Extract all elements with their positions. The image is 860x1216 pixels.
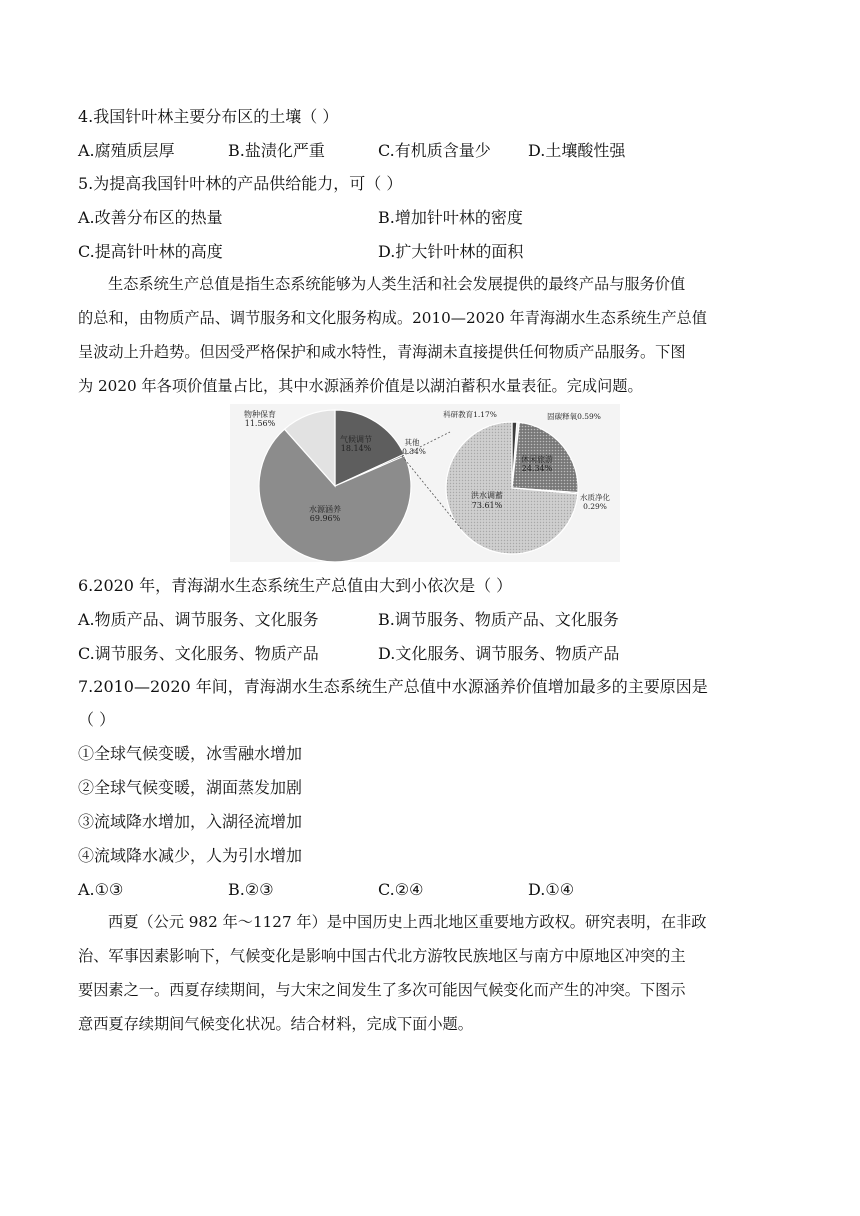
pie-right bbox=[446, 422, 578, 554]
label-leisure-name: 休闲旅游 bbox=[521, 455, 553, 464]
q5-option-d: D.扩大针叶林的面积 bbox=[378, 242, 524, 261]
q4-option-d: D.土壤酸性强 bbox=[528, 141, 626, 160]
q6-option-a: A.物质产品、调节服务、文化服务 bbox=[78, 610, 319, 629]
q7-stem-bracket: （ ） bbox=[78, 710, 116, 729]
passage-line: 要因素之一。西夏存续期间，与大宋之间发生了多次可能因气候变化而产生的冲突。下图示 bbox=[78, 981, 686, 999]
label-leisure-value: 24.34% bbox=[521, 464, 553, 473]
q6-option-b: B.调节服务、物质产品、文化服务 bbox=[378, 610, 619, 629]
passage-qinghai-lake bbox=[78, 267, 784, 403]
q7-item-4: ④流域降水减少，人为引水增加 bbox=[78, 846, 303, 865]
q7-item-3: ③流域降水增加，入湖径流增加 bbox=[78, 812, 303, 831]
label-purify-name: 水质净化 bbox=[580, 493, 610, 502]
q6-option-c: C.调节服务、文化服务、物质产品 bbox=[78, 644, 319, 663]
passage-line: 意西夏存续期间气候变化状况。结合材料，完成下面小题。 bbox=[78, 1015, 473, 1033]
passage-line: 生态系统生产总值是指生态系统能够为人类生活和社会发展提供的最终产品与服务价值 bbox=[108, 275, 686, 293]
label-other-name: 其他 bbox=[404, 438, 420, 447]
passage-line: 西夏（公元 982 年～1127 年）是中国历史上西北地区重要地方政权。研究表明，在非政 bbox=[108, 913, 707, 931]
q5-stem: 5.为提高我国针叶林的产品供给能力，可（ ） bbox=[78, 174, 403, 193]
value-share-pie-charts bbox=[230, 404, 620, 562]
q7-item-2: ②全球气候变暖，湖面蒸发加剧 bbox=[78, 778, 303, 797]
passage-line: 治、军事因素影响下，气候变化是影响中国古代北方游牧民族地区与南方中原地区冲突的主 bbox=[78, 947, 686, 965]
label-water-value: 69.96% bbox=[309, 514, 341, 523]
label-other-value: 0.34% bbox=[402, 447, 426, 456]
q7-option-b: B.②③ bbox=[228, 880, 274, 899]
label-climate-name: 气候调节 bbox=[340, 435, 372, 444]
label-climate-value: 18.14% bbox=[340, 444, 372, 453]
label-research-value: 科研教育1.17% bbox=[443, 410, 497, 419]
label-flood-value: 73.61% bbox=[471, 501, 503, 510]
q4-option-a: A.腐殖质层厚 bbox=[78, 141, 175, 160]
label-flood-name: 洪水调蓄 bbox=[471, 491, 503, 500]
q7-stem: 7.2010—2020 年间，青海湖水生态系统生产总值中水源涵养价值增加最多的主要原因是 bbox=[78, 677, 708, 696]
q4-stem: 4.我国针叶林主要分布区的土壤（ ） bbox=[78, 107, 339, 126]
q6-stem: 6.2020 年，青海湖水生态系统生产总值由大到小依次是（ ） bbox=[78, 576, 513, 595]
q5-option-b: B.增加针叶林的密度 bbox=[378, 208, 523, 227]
label-purify-value: 0.29% bbox=[583, 502, 607, 511]
q5-option-a: A.改善分布区的热量 bbox=[78, 208, 223, 227]
q7-option-c: C.②④ bbox=[378, 880, 424, 899]
q7-option-a: A.①③ bbox=[78, 880, 124, 899]
passage-xixia bbox=[78, 905, 784, 1041]
passage-line: 呈波动上升趋势。但因受严格保护和咸水特性，青海湖未直接提供任何物质产品服务。下图 bbox=[78, 343, 686, 361]
q6-option-d: D.文化服务、调节服务、物质产品 bbox=[378, 644, 620, 663]
q4-option-b: B.盐渍化严重 bbox=[228, 141, 325, 160]
label-species-name: 物种保育 bbox=[244, 410, 276, 419]
q7-option-d: D.①④ bbox=[528, 880, 575, 899]
q4-option-c: C.有机质含量少 bbox=[378, 141, 491, 160]
q7-item-1: ①全球气候变暖，冰雪融水增加 bbox=[78, 744, 303, 763]
q5-option-c: C.提高针叶林的高度 bbox=[78, 242, 223, 261]
label-water-name: 水源涵养 bbox=[309, 505, 341, 514]
pie-chart-svg bbox=[230, 404, 620, 562]
label-species-value: 11.56% bbox=[244, 419, 276, 428]
passage-line: 为 2020 年各项价值量占比，其中水源涵养价值是以湖泊蓄积水量表征。完成问题。 bbox=[78, 377, 643, 395]
pie-left bbox=[259, 410, 411, 562]
label-carbon-value: 固碳释氧0.59% bbox=[547, 412, 601, 421]
passage-line: 的总和，由物质产品、调节服务和文化服务构成。2010—2020 年青海湖水生态系统生产总值 bbox=[78, 309, 707, 327]
